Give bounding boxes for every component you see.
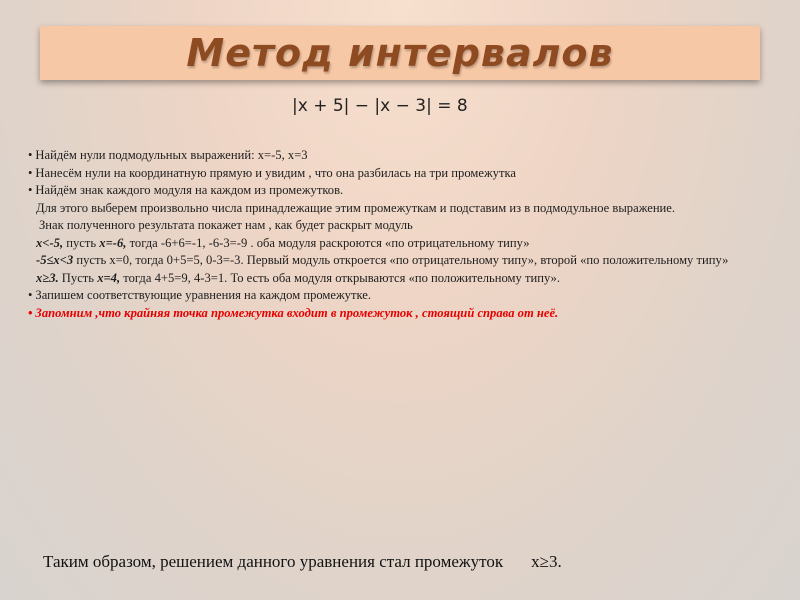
bullet-icon: • (28, 183, 33, 197)
case-line (28, 235, 778, 253)
conclusion-answer: x≥3. (531, 552, 562, 571)
bullet-text: Нанесём нули на координатную прямую и увидим , что она разбилась на три промежутка (35, 165, 516, 180)
bullet-line (28, 287, 778, 305)
title-banner (40, 26, 760, 80)
case-value: x=-6, (99, 235, 127, 250)
case-text: тогда -6+6=-1, -6-3=-9 . оба модуля раскроются «по отрицательному типу» (126, 235, 530, 250)
detail-line: Для этого выберем произвольно числа принадлежащие этим промежуткам и подставим из в подмодульное выражение. (36, 200, 676, 215)
bullet-text: Запишем соответствующие уравнения на каждом промежутке. (35, 288, 372, 302)
equation: |x + 5| − |x − 3| = 8 (292, 96, 468, 116)
bullet-text: Найдём нули подмодульных выражений: x=-5, x=3 (35, 148, 308, 162)
case-line (28, 252, 778, 270)
case-condition: -5≤x<3 (36, 253, 74, 267)
bullet-icon: • (28, 288, 33, 302)
conclusion (43, 552, 562, 572)
highlight-line (28, 305, 778, 323)
bullet-icon: • (28, 148, 33, 162)
bullet-line (28, 182, 778, 200)
bullet-icon: • (28, 305, 33, 320)
bullet-line (28, 147, 778, 165)
case-condition: x≥3. (36, 270, 59, 285)
case-text: Пусть (58, 270, 98, 285)
slide-title: Метод интервалов (186, 31, 614, 75)
bullet-icon: • (28, 165, 33, 180)
case-value: x=4, (97, 270, 121, 285)
conclusion-text: Таким образом, решением данного уравнения стал промежуток (43, 552, 504, 571)
bullet-text: Найдём знак каждого модуля на каждом из промежутков. (35, 183, 344, 197)
case-condition: x<-5, (36, 235, 64, 250)
case-line (28, 270, 778, 288)
detail-line: Знак полученного результата покажет нам , как будет раскрыт модуль (39, 218, 413, 232)
case-text: тогда 4+5=9, 4-3=1. То есть оба модуля открываются «по положительному типу». (120, 270, 560, 285)
highlight-text: Запомним ,что крайняя точка промежутка входит в промежуток , стоящий справа от неё. (35, 305, 559, 320)
case-text: пусть (63, 235, 100, 250)
case-text: пусть x=0, тогда 0+5=5, 0-3=-3. Первый модуль откроется «по отрицательному типу», второй «по положительному типу» (73, 253, 729, 267)
bullet-line (28, 165, 778, 183)
slide-content (28, 147, 778, 322)
